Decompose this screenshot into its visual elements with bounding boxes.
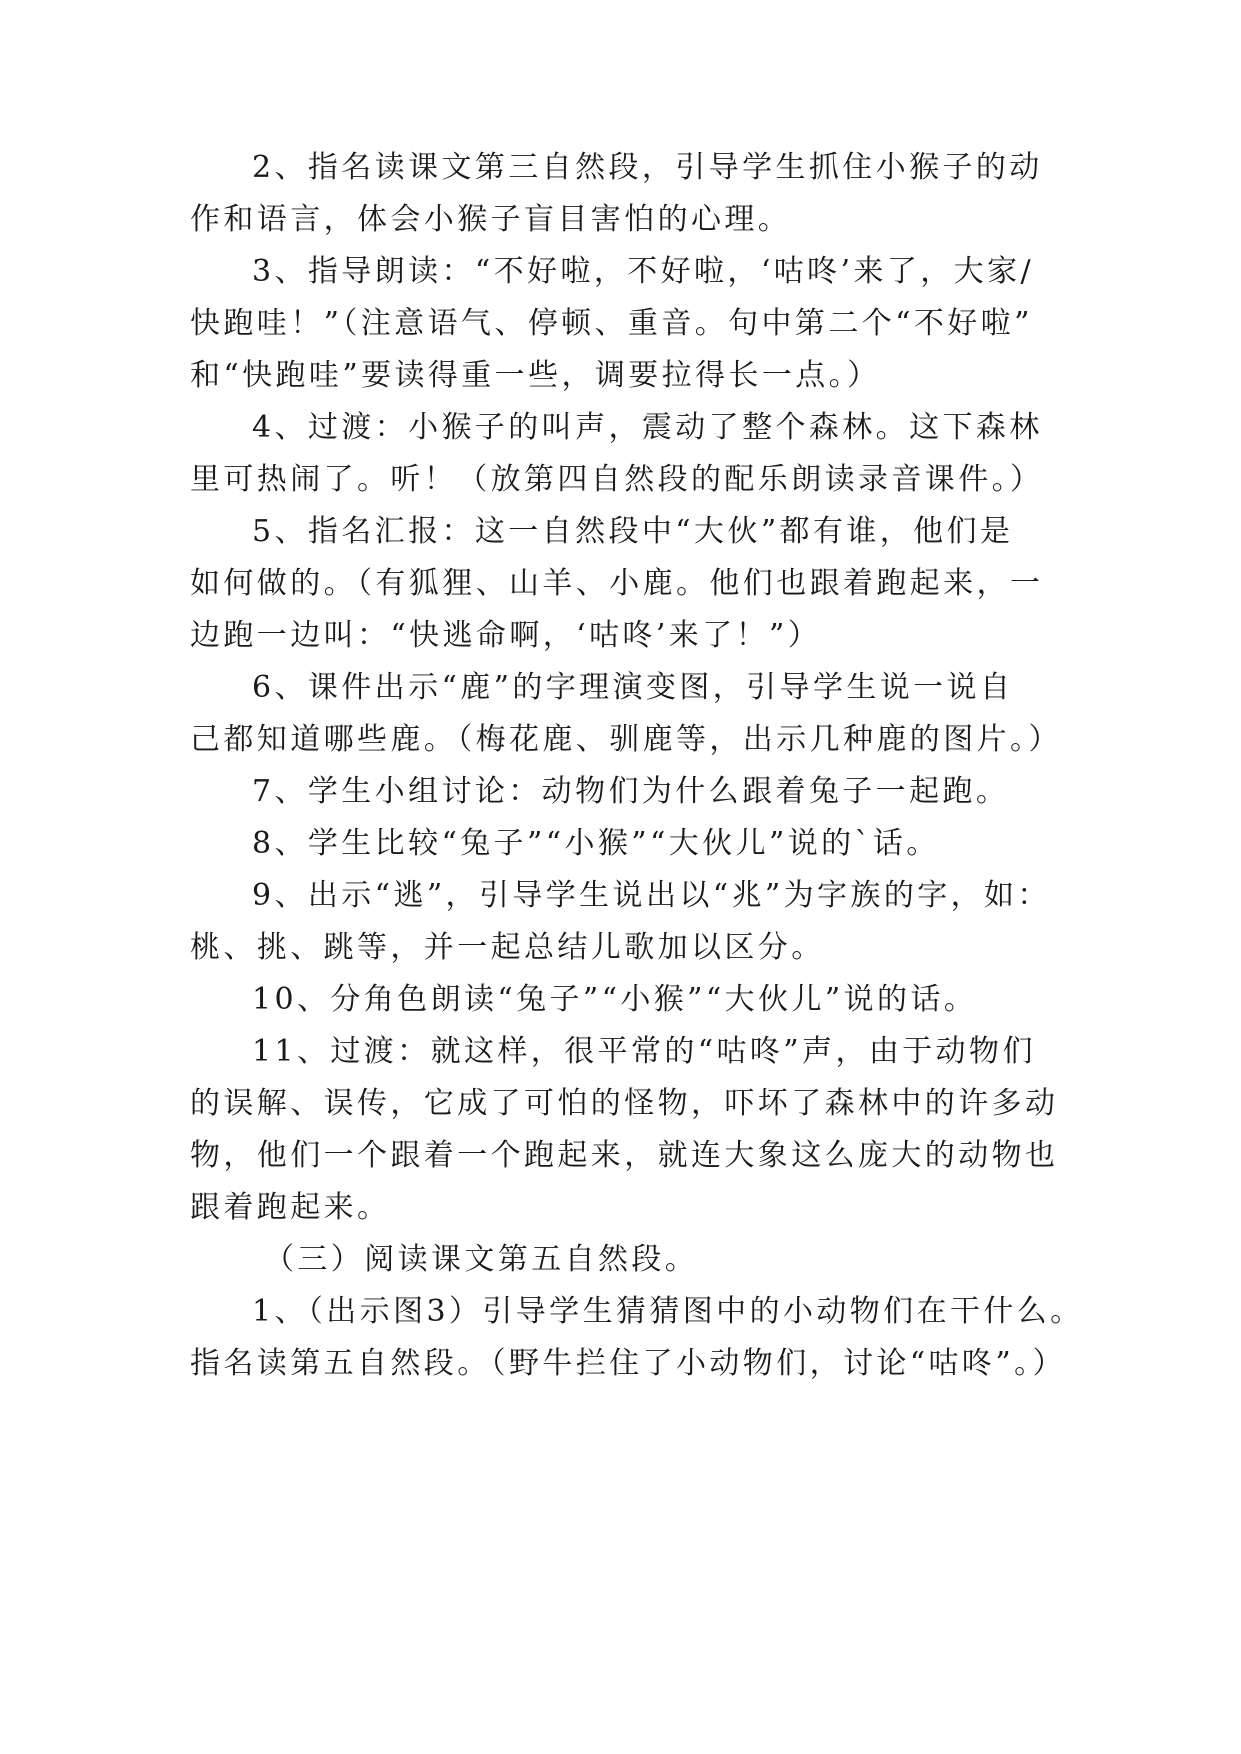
paragraph-8-line-1: 8、学生比较“兔子”“小猴”“大伙儿”说的`话。	[252, 826, 940, 861]
paragraph-5-line-1: 5、指名汇报：这一自然段中“大伙”都有谁，他们是	[252, 514, 1014, 549]
paragraph-3-line-1: 3、指导朗读：“不好啦，不好啦，‘咕咚’来了，大家/	[252, 254, 1035, 289]
paragraph-7-line-1: 7、学生小组讨论：动物们为什么跟着兔子一起跑。	[252, 774, 1010, 809]
section-paragraph-1-line-2: 指名读第五自然段。（野牛拦住了小动物们，讨论“咕咚”。）	[190, 1346, 1066, 1381]
paragraph-2-line-1: 2、指名读课文第三自然段，引导学生抓住小猴子的动	[252, 150, 1043, 185]
paragraph-5-line-3: 边跑一边叫：“快逃命啊，‘咕咚’来了！”）	[190, 618, 822, 653]
paragraph-4-line-1: 4、过渡：小猴子的叫声，震动了整个森林。这下森林	[252, 410, 1043, 445]
paragraph-10-line-1: 10、分角色朗读“兔子”“小猴”“大伙儿”说的话。	[252, 982, 978, 1017]
paragraph-9-line-2: 桃、挑、跳等，并一起总结儿歌加以区分。	[190, 930, 825, 965]
paragraph-5-line-2: 如何做的。（有狐狸、山羊、小鹿。他们也跟着跑起来，一	[190, 566, 1044, 601]
paragraph-3-line-3: 和“快跑哇”要读得重一些，调要拉得长一点。）	[190, 358, 881, 393]
paragraph-11-line-3: 物，他们一个跟着一个跑起来，就连大象这么庞大的动物也	[190, 1138, 1059, 1173]
paragraph-6-line-2: 己都知道哪些鹿。（梅花鹿、驯鹿等，出示几种鹿的图片。）	[190, 722, 1062, 757]
paragraph-11-line-2: 的误解、误传，它成了可怕的怪物，吓坏了森林中的许多动	[190, 1086, 1059, 1121]
section-heading: （三）阅读课文第五自然段。	[264, 1242, 699, 1277]
paragraph-11-line-4: 跟着跑起来。	[190, 1190, 391, 1225]
section-paragraph-1-line-1: 1、（出示图3）引导学生猜猜图中的小动物们在干什么。	[252, 1294, 1084, 1329]
paragraph-3-line-2: 快跑哇！”（注意语气、停顿、重音。句中第二个“不好啦”	[190, 306, 1033, 341]
paragraph-9-line-1: 9、出示“逃”，引导学生说出以“兆”为字族的字，如：	[252, 878, 1051, 913]
paragraph-6-line-1: 6、课件出示“鹿”的字理演变图，引导学生说一说自	[252, 670, 1014, 705]
paragraph-11-line-1: 11、过渡：就这样，很平常的“咕咚”声，由于动物们	[252, 1034, 1036, 1069]
paragraph-2-line-2: 作和语言，体会小猴子盲目害怕的心理。	[190, 202, 792, 237]
paragraph-4-line-2: 里可热闹了。听！（放第四自然段的配乐朗读录音课件。）	[190, 462, 1044, 497]
